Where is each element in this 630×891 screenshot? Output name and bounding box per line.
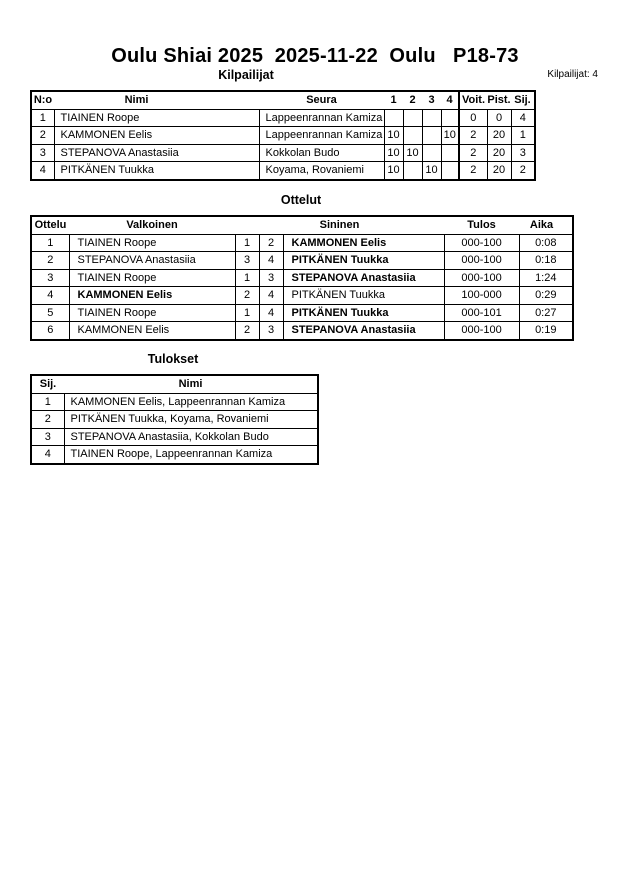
result-name: KAMMONEN Eelis, Lappeenrannan Kamiza xyxy=(64,393,318,411)
match-score: 000-100 xyxy=(444,252,519,270)
white-competitor-name: TIAINEN Roope xyxy=(69,269,235,287)
result-row xyxy=(31,428,318,446)
match2-points xyxy=(403,127,422,145)
competitor-number: 2 xyxy=(31,127,54,145)
white-competitor-name: TIAINEN Roope xyxy=(69,234,235,252)
blue-competitor-number: 4 xyxy=(259,304,283,322)
match2-points xyxy=(403,109,422,127)
competitor-club: Koyama, Rovaniemi xyxy=(259,162,384,180)
match1-points: 10 xyxy=(384,127,403,145)
header-wins: Voit. xyxy=(459,91,487,109)
header-white: Valkoinen xyxy=(69,216,235,234)
match3-points: 10 xyxy=(422,162,441,180)
match-row xyxy=(31,252,573,270)
match-time: 1:24 xyxy=(519,269,573,287)
match-number: 5 xyxy=(31,304,69,322)
header-name: Nimi xyxy=(54,91,259,109)
white-competitor-number: 2 xyxy=(235,322,259,340)
result-place: 1 xyxy=(31,393,64,411)
competitor-place: 2 xyxy=(511,162,535,180)
competitor-wins: 0 xyxy=(459,109,487,127)
competitors-header-row xyxy=(31,91,535,109)
result-row xyxy=(31,446,318,464)
match-row xyxy=(31,234,573,252)
competitor-number: 1 xyxy=(31,109,54,127)
blue-competitor-number: 3 xyxy=(259,322,283,340)
results-table xyxy=(30,374,319,465)
white-competitor-name: KAMMONEN Eelis xyxy=(69,287,235,305)
competitor-club: Kokkolan Budo xyxy=(259,144,384,162)
result-place: 2 xyxy=(31,411,64,429)
match1-points xyxy=(384,109,403,127)
competitors-count: Kilpailijat: 4 xyxy=(547,69,598,80)
match-time: 0:27 xyxy=(519,304,573,322)
match-number: 1 xyxy=(31,234,69,252)
header-m1: 1 xyxy=(384,91,403,109)
competitor-row xyxy=(31,127,535,145)
match-row xyxy=(31,304,573,322)
competitor-place: 1 xyxy=(511,127,535,145)
match1-points: 10 xyxy=(384,144,403,162)
white-competitor-number: 1 xyxy=(235,234,259,252)
competitor-wins: 2 xyxy=(459,162,487,180)
blue-competitor-number: 3 xyxy=(259,269,283,287)
matches-header-row xyxy=(31,216,573,234)
white-competitor-name: STEPANOVA Anastasiia xyxy=(69,252,235,270)
header-score: Tulos xyxy=(444,216,519,234)
competitor-points: 20 xyxy=(487,144,511,162)
competitor-row xyxy=(31,109,535,127)
match-row xyxy=(31,322,573,340)
match3-points xyxy=(422,109,441,127)
header-result-name: Nimi xyxy=(64,375,318,393)
result-place: 3 xyxy=(31,428,64,446)
result-row xyxy=(31,393,318,411)
competitor-club: Lappeenrannan Kamiza xyxy=(259,109,384,127)
matches-table xyxy=(30,215,574,341)
match4-points xyxy=(441,109,459,127)
blue-competitor-name: PITKÄNEN Tuukka xyxy=(283,252,444,270)
match-score: 000-100 xyxy=(444,269,519,287)
header-m2: 2 xyxy=(403,91,422,109)
match-score: 000-100 xyxy=(444,234,519,252)
competitors-table xyxy=(30,90,536,181)
match-number: 3 xyxy=(31,269,69,287)
match-row xyxy=(31,287,573,305)
white-competitor-number: 3 xyxy=(235,252,259,270)
match-number: 2 xyxy=(31,252,69,270)
blue-competitor-number: 4 xyxy=(259,252,283,270)
match-time: 0:19 xyxy=(519,322,573,340)
match4-points: 10 xyxy=(441,127,459,145)
match-number: 4 xyxy=(31,287,69,305)
blue-competitor-name: KAMMONEN Eelis xyxy=(283,234,444,252)
results-section-label: Tulokset xyxy=(147,352,199,366)
competitor-wins: 2 xyxy=(459,127,487,145)
competitor-club: Lappeenrannan Kamiza xyxy=(259,127,384,145)
result-name: TIAINEN Roope, Lappeenrannan Kamiza xyxy=(64,446,318,464)
result-place: 4 xyxy=(31,446,64,464)
results-header-row xyxy=(31,375,318,393)
match-time: 0:08 xyxy=(519,234,573,252)
competitor-points: 20 xyxy=(487,127,511,145)
header-time: Aika xyxy=(519,216,573,234)
result-name: STEPANOVA Anastasiia, Kokkolan Budo xyxy=(64,428,318,446)
blue-competitor-number: 2 xyxy=(259,234,283,252)
header-m4: 4 xyxy=(441,91,459,109)
match2-points: 10 xyxy=(403,144,422,162)
competitor-name: STEPANOVA Anastasiia xyxy=(54,144,259,162)
white-competitor-number: 1 xyxy=(235,269,259,287)
match-time: 0:29 xyxy=(519,287,573,305)
match3-points xyxy=(422,127,441,145)
competitor-place: 4 xyxy=(511,109,535,127)
blue-competitor-number: 4 xyxy=(259,287,283,305)
competitor-name: TIAINEN Roope xyxy=(54,109,259,127)
match-time: 0:18 xyxy=(519,252,573,270)
match1-points: 10 xyxy=(384,162,403,180)
match-score: 100-000 xyxy=(444,287,519,305)
competitor-wins: 2 xyxy=(459,144,487,162)
match-number: 6 xyxy=(31,322,69,340)
competitor-name: PITKÄNEN Tuukka xyxy=(54,162,259,180)
blue-competitor-name: STEPANOVA Anastasiia xyxy=(283,322,444,340)
result-row xyxy=(31,411,318,429)
blue-competitor-name: STEPANOVA Anastasiia xyxy=(283,269,444,287)
match-row xyxy=(31,269,573,287)
white-competitor-number: 2 xyxy=(235,287,259,305)
competitor-number: 4 xyxy=(31,162,54,180)
matches-section-label: Ottelut xyxy=(280,193,322,207)
white-competitor-number: 1 xyxy=(235,304,259,322)
match4-points xyxy=(441,162,459,180)
competitor-name: KAMMONEN Eelis xyxy=(54,127,259,145)
blue-competitor-name: PITKÄNEN Tuukka xyxy=(283,304,444,322)
header-no: N:o xyxy=(31,91,54,109)
header-points: Pist. xyxy=(487,91,511,109)
competitor-number: 3 xyxy=(31,144,54,162)
page-title: Oulu Shiai 2025 2025-11-22 Oulu P18-73 xyxy=(111,45,519,67)
white-competitor-name: TIAINEN Roope xyxy=(69,304,235,322)
white-competitor-name: KAMMONEN Eelis xyxy=(69,322,235,340)
competitor-place: 3 xyxy=(511,144,535,162)
header-blue: Sininen xyxy=(235,216,444,234)
match-score: 000-100 xyxy=(444,322,519,340)
header-place: Sij. xyxy=(511,91,535,109)
competitor-row xyxy=(31,144,535,162)
match3-points xyxy=(422,144,441,162)
match4-points xyxy=(441,144,459,162)
match-score: 000-101 xyxy=(444,304,519,322)
competitor-row xyxy=(31,162,535,180)
result-name: PITKÄNEN Tuukka, Koyama, Rovaniemi xyxy=(64,411,318,429)
header-club: Seura xyxy=(259,91,384,109)
competitor-points: 0 xyxy=(487,109,511,127)
header-result-place: Sij. xyxy=(31,375,64,393)
header-m3: 3 xyxy=(422,91,441,109)
header-match-no: Ottelu xyxy=(31,216,69,234)
match2-points xyxy=(403,162,422,180)
competitors-section-label: Kilpailijat xyxy=(218,68,274,82)
blue-competitor-name: PITKÄNEN Tuukka xyxy=(283,287,444,305)
competitor-points: 20 xyxy=(487,162,511,180)
